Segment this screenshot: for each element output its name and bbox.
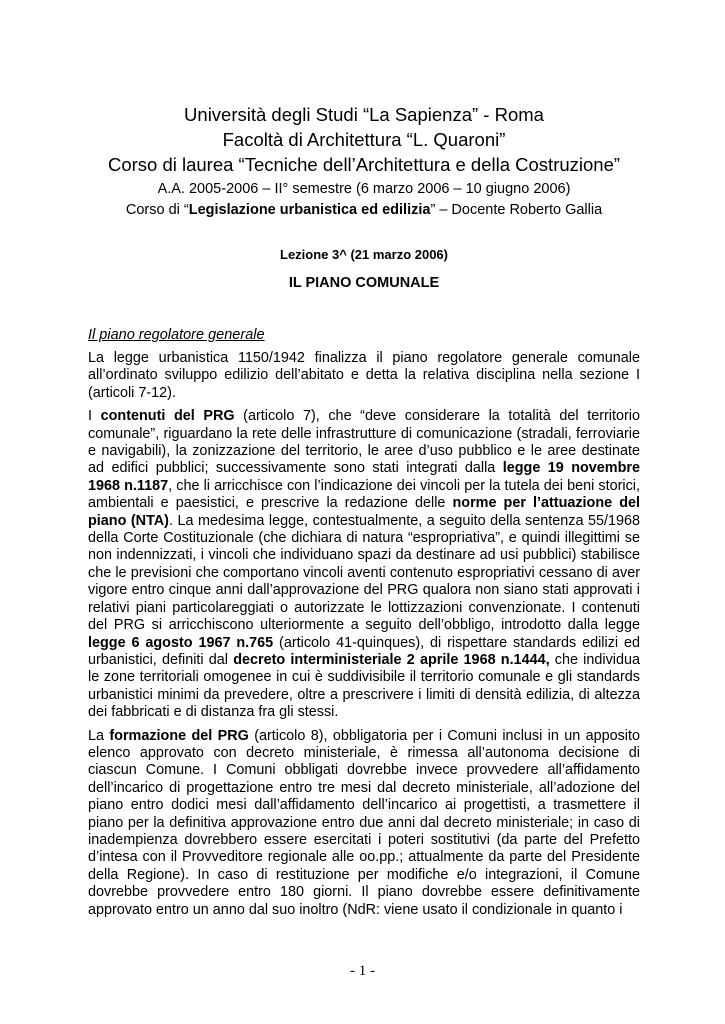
course-name: Legislazione urbanistica ed edilizia xyxy=(188,202,431,218)
paragraph-2 xyxy=(88,408,640,721)
p3-text: La xyxy=(88,727,110,744)
p2-text: (articolo 7), che “deve considerare la totalità del territorio comunale”, riguardano la rete delle infrastrutture di comunicazione (stradali, ferroviarie e navigabili), la zonizzazione del territorio, le aree d’uso pubblico e le aree destinate ad edifici pubblici; successivamente sono stati integrati dalla xyxy=(88,408,640,477)
section-title: Il piano regolatore generale xyxy=(88,327,265,343)
p2-bold: norme per l’attuazione del piano (NTA) xyxy=(88,495,640,529)
faculty-name: Facoltà di Architettura “L. Quaroni” xyxy=(222,129,506,150)
degree-course: Corso di laurea “Tecniche dell’Architettura e della Costruzione” xyxy=(107,154,621,175)
p2-text: . La medesima legge, contestualmente, a seguito della sentenza 55/1968 della Corte Costituzionale (che dichiara di natura “espropriativa”, e quindi illegittimi se non indennizzati, i vincoli che individuano spazi da destinare ad usi pubblici) stabilisce che le previsioni che comportano vincoli aventi contenuto espropriativi cessano di aver vigore entro cinque anni dall’approvazione del PRG qualora non siano stati approvati i relativi piani particolareggiati o autorizzate le lottizzazioni convenzionate. I contenuti del PRG si arricchiscono ulteriormente a seguito dell’obbligo, introdotto dalla legge xyxy=(88,512,640,634)
p2-text: I xyxy=(88,408,101,425)
course-line xyxy=(88,200,640,221)
p3-bold: formazione del PRG xyxy=(109,727,249,744)
academic-year: A.A. 2005-2006 – II° semestre (6 marzo 2006 – 10 giugno 2006) xyxy=(157,181,571,197)
university-name: Università degli Studi “La Sapienza” - Roma xyxy=(184,104,544,125)
page-number: - 1 - xyxy=(350,963,375,979)
lesson-title: IL PIANO COMUNALE xyxy=(288,275,440,291)
p3-text: (articolo 8), obbligatoria per i Comuni inclusi in un apposito elenco approvato con decreto ministeriale, è rimessa all’autonoma decisione di ciascun Comune. I Comuni obbligati dovrebbe invece provvedere all’affidamento dell’incarico di progettazione entro tre mesi dal decreto ministeriale, all’adozione del piano entro dodici mesi dall’affidamento dell’incarico ai progettisti, a trasmettere il piano per la definitiva approvazione entro due anni dal decreto ministeriale; in caso di inadempienza dovrebbero essere esercitati i poteri sostitutivi (da parte del Prefetto d’intesa con il Provveditore regionale alle oo.pp.; attualmente da parte del Presidente della Regione). In caso di restituzione per modifiche e/o integrazioni, il Comune dovrebbe provvedere entro 180 giorni. Il piano dovrebbe essere definitivamente approvato entro un anno dal suo inoltro (NdR: viene usato il condizionale in quanto i xyxy=(88,727,641,918)
course-prefix: Corso di “ xyxy=(125,202,189,218)
p2-text: , che li arricchisce con l’indicazione dei vincoli per la tutela dei beni storici, ambientali e paesistici, e prescrive la redazione delle xyxy=(88,477,640,512)
p2-bold: legge 6 agosto 1967 n.765 xyxy=(88,634,274,651)
p2-bold: decreto interministeriale 2 aprile 1968 n.1444, xyxy=(233,651,550,668)
course-teacher: ” – Docente Roberto Gallia xyxy=(430,202,603,218)
paragraph-3 xyxy=(88,728,640,919)
p2-bold: legge 19 novembre 1968 n.1187 xyxy=(88,460,640,494)
p2-text: che individua le zone territoriali omogenee in cui è suddivisibile il territorio comunale e gli standards urbanistici minimi da prevedere, oltre a prescrivere i limiti di densità edilizia, di altezza dei fabbricati e di distanza fra gli stessi. xyxy=(88,651,640,721)
p2-bold: contenuti del PRG xyxy=(100,408,235,425)
lesson-date: Lezione 3^ (21 marzo 2006) xyxy=(280,247,448,262)
document-page xyxy=(88,102,640,919)
lesson-heading xyxy=(88,246,640,293)
p2-text: (articolo 41-quinques), di rispettare standards edilizi ed urbanistici, definiti dal xyxy=(88,634,640,668)
document-header xyxy=(88,102,640,221)
paragraph-1: La legge urbanistica 1150/1942 finalizza il piano regolatore generale comunale all’ordinato sviluppo edilizio dell’abitato e detta la relativa disciplina nella sezione I (articoli 7-12). xyxy=(88,350,640,401)
